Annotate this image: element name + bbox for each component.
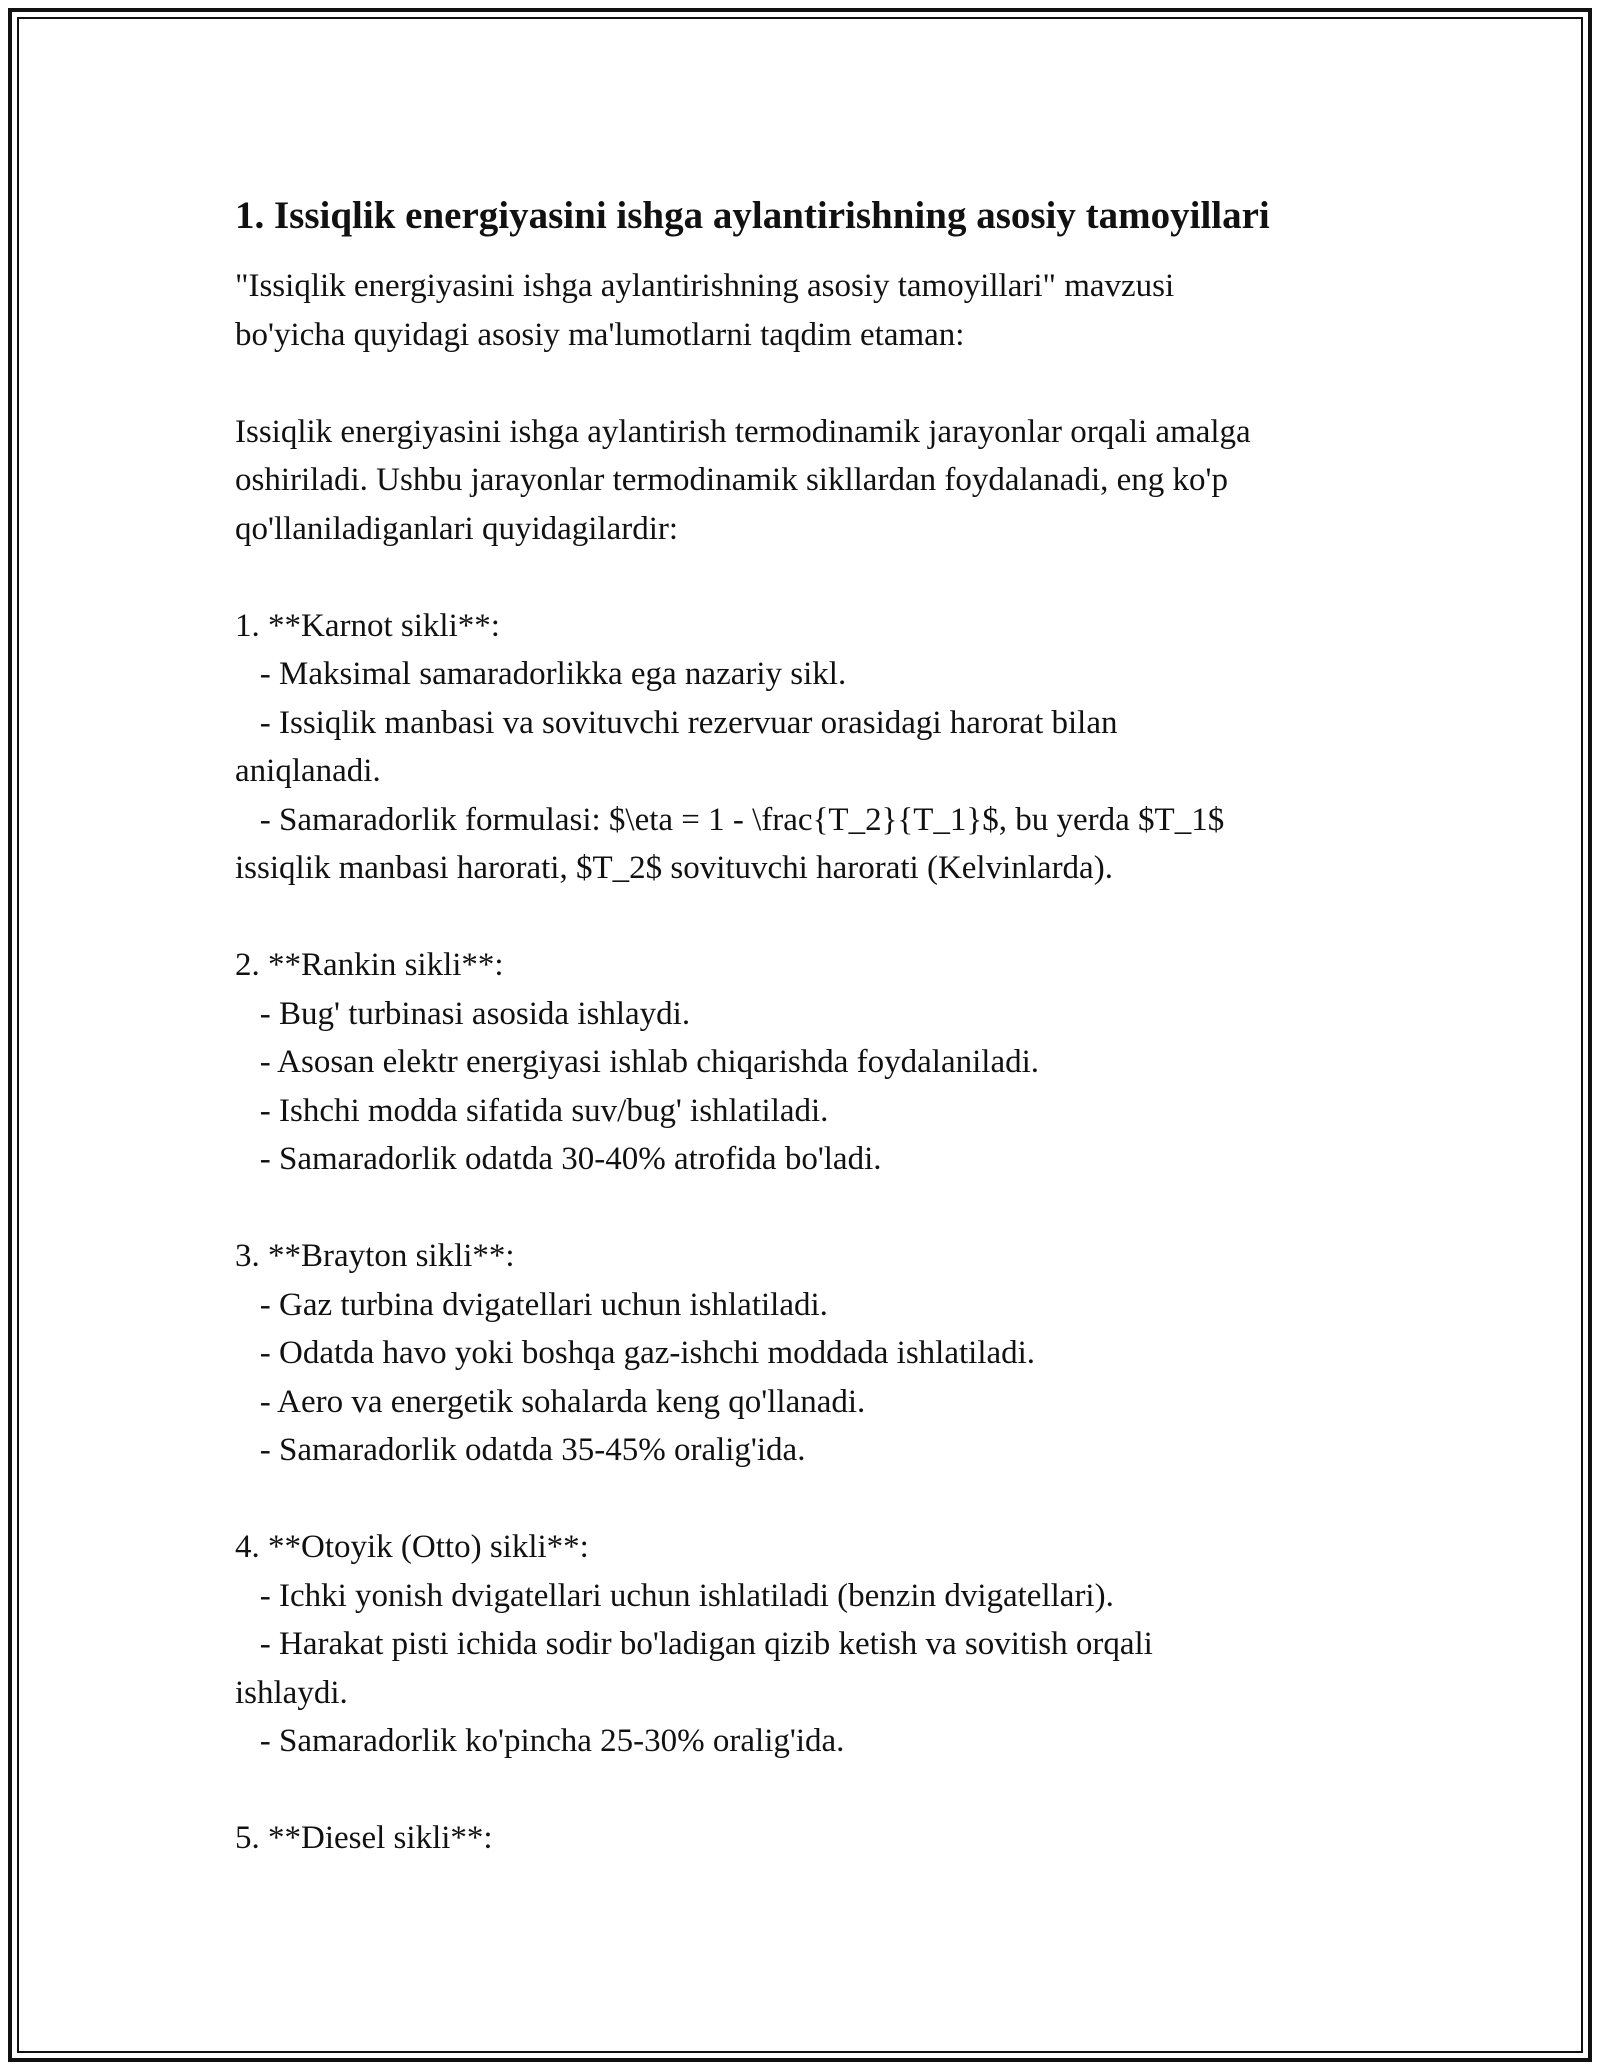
section-diesel	[235, 1814, 1385, 1863]
section-heading: 5. **Diesel sikli**:	[235, 1820, 493, 1856]
paragraph-line: oshiriladi. Ushbu jarayonlar termodinamik sikllardan foydalanadi, eng ko'p	[235, 462, 1228, 498]
section-heading: 3. **Brayton sikli**:	[235, 1238, 515, 1274]
section-rankin	[235, 941, 1385, 1184]
section-line: - Odatda havo yoki boshqa gaz-ishchi moddada ishlatiladi.	[235, 1335, 1036, 1371]
section-line: - Ishchi modda sifatida suv/bug' ishlatiladi.	[235, 1092, 829, 1129]
section-line: - Gaz turbina dvigatellari uchun ishlatiladi.	[235, 1286, 828, 1323]
section-heading: 4. **Otoyik (Otto) sikli**:	[235, 1529, 589, 1565]
document-title: 1. Issiqlik energiyasini ishga aylantirishning asosiy tamoyillari	[235, 194, 1270, 237]
section-line: - Issiqlik manbasi va sovituvchi rezervuar orasidagi harorat bilan	[235, 704, 1118, 741]
document-body	[235, 188, 1385, 1863]
content-flow	[235, 359, 1385, 1863]
section-heading: 1. **Karnot sikli**:	[235, 607, 500, 644]
spacer	[235, 553, 1385, 602]
intro-line: bo'yicha quyidagi asosiy ma'lumotlarni taqdim etaman:	[235, 316, 965, 353]
section-heading: 2. **Rankin sikli**:	[235, 947, 504, 983]
section-line: - Samaradorlik odatda 35-45% oralig'ida.	[235, 1432, 806, 1468]
intro-paragraph	[235, 262, 1385, 359]
paragraph-line: Issiqlik energiyasini ishga aylantirish termodinamik jarayonlar orqali amalga	[235, 413, 1251, 450]
section-line: - Ichki yonish dvigatellari uchun ishlatiladi (benzin dvigatellari).	[235, 1577, 1114, 1614]
spacer	[235, 1475, 1385, 1524]
section-line: issiqlik manbasi harorati, $T_2$ sovituvchi harorati (Kelvinlarda).	[235, 850, 1113, 886]
section-otto	[235, 1523, 1385, 1766]
section-line: - Harakat pisti ichida sodir bo'ladigan qizib ketish va sovitish orqali	[235, 1626, 1153, 1662]
spacer	[235, 1766, 1385, 1815]
section-karnot	[235, 602, 1385, 893]
section-line: ishlaydi.	[235, 1674, 348, 1711]
section-line: aniqlanadi.	[235, 753, 381, 789]
intro-line: "Issiqlik energiyasini ishga aylantirishning asosiy tamoyillari" mavzusi	[235, 268, 1175, 304]
spacer	[235, 1184, 1385, 1233]
spacer	[235, 893, 1385, 942]
section-brayton	[235, 1232, 1385, 1475]
section-line: - Samaradorlik odatda 30-40% atrofida bo'ladi.	[235, 1141, 882, 1177]
paragraph-line: qo'llaniladiganlari quyidagilardir:	[235, 510, 679, 547]
spacer	[235, 359, 1385, 408]
section-line: - Asosan elektr energiyasi ishlab chiqarishda foydalaniladi.	[235, 1044, 1040, 1080]
section-line: - Aero va energetik sohalarda keng qo'llanadi.	[235, 1383, 866, 1420]
section-line: - Samaradorlik formulasi: $\eta = 1 - \frac{T_2}{T_1}$, bu yerda $T_1$	[235, 801, 1225, 838]
section-line: - Maksimal samaradorlikka ega nazariy sikl.	[235, 656, 847, 692]
section-line: - Bug' turbinasi asosida ishlaydi.	[235, 995, 691, 1032]
section-line: - Samaradorlik ko'pincha 25-30% oralig'ida.	[235, 1723, 845, 1759]
